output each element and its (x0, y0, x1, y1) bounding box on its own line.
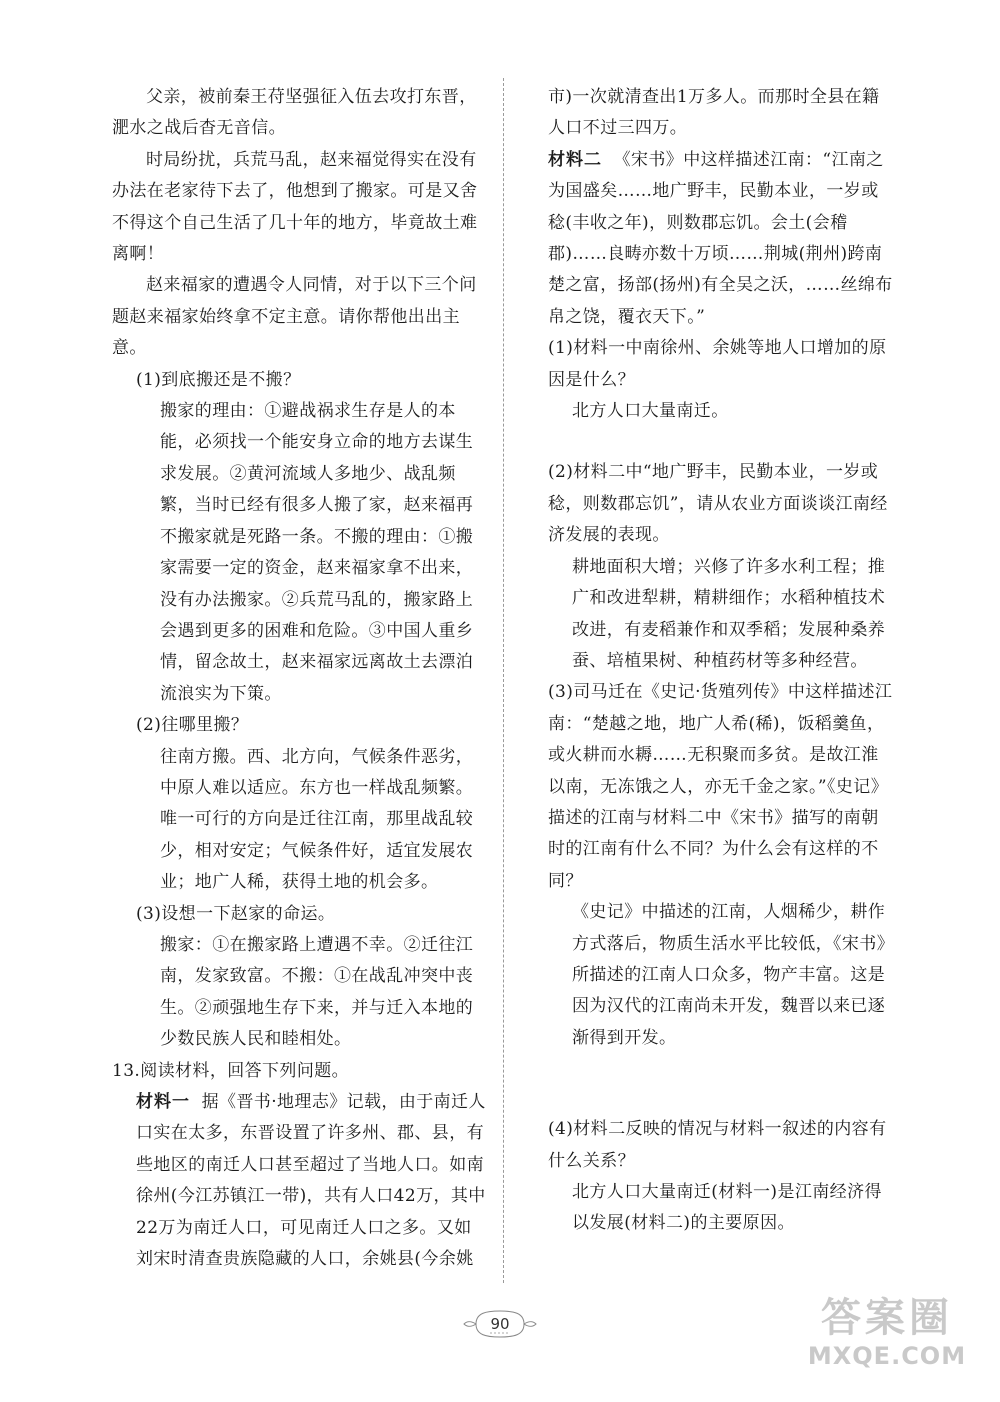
answer-13-1: 北方人口大量南迁。 (572, 401, 729, 422)
question-13-1: (1)材料一中南徐州、余姚等地人口增加的原因是什么？ (548, 338, 887, 390)
answer-space (548, 427, 894, 457)
left-column (112, 82, 486, 1275)
column-divider (503, 78, 504, 1283)
material-1-label: 材料一 (136, 1092, 190, 1112)
material-2 (548, 145, 894, 333)
question-13-4: (4)材料二反映的情况与材料一叙述的内容有什么关系？ (548, 1119, 887, 1171)
material-2-label: 材料二 (548, 149, 602, 170)
right-column (548, 82, 894, 1240)
question-2: (2)往哪里搬？ (136, 715, 249, 736)
answer-3: 搬家：①在搬家路上遭遇不幸。②迁往江南，发家致富。不搬：①在战乱冲突中丧生。②顽强地生存下来，并与迁入本地的少数民族人民和睦相处。 (160, 934, 474, 1050)
material-1-continued: 市)一次就清查出1万多人。而那时全县在籍人口不过三四万。 (548, 87, 880, 139)
page-number (462, 1305, 538, 1343)
story-paragraph: 赵来福家的遭遇令人同情，对于以下三个问题赵来福家始终拿不定主意。请你帮他出出主意。 (112, 275, 477, 359)
answer-2: 往南方搬。西、北方向，气候条件恶劣，中原人难以适应。东方也一样战乱频繁。唯一可行的方向是迁往江南，那里战乱较少，相对安定；气候条件好，适宜发展农业；地广人稀，获得土地的机会多。 (160, 746, 474, 893)
material-1-text: 据《晋书·地理志》记载，由于南迁人口实在太多，东晋设置了许多州、郡、县，有些地区的南迁人口甚至超过了当地人口。如南徐州(今江苏镇江一带)，共有人口42万，其中22万为南迁人口，可见南迁人口之多。又如刘宋时清查贵族隐藏的人口，余姚县(今余姚 (136, 1092, 486, 1270)
question-1: (1)到底搬还是不搬？ (136, 369, 301, 390)
answer-13-4: 北方人口大量南迁(材料一)是江南经济得以发展(材料二)的主要原因。 (572, 1182, 882, 1234)
answer-13-3: 《史记》中描述的江南，人烟稀少，耕作方式落后，物质生活水平比较低，《宋书》所描述的江南人口众多，物产丰富。这是因为汉代的江南尚未开发，魏晋以来已逐渐得到开发。 (572, 902, 886, 1048)
material-1 (112, 1087, 486, 1275)
story-paragraph: 时局纷扰，兵荒马乱，赵来福觉得实在没有办法在老家待下去了，他想到了搬家。可是又舍不得这个自己生活了几十年的地方，毕竟故土难离啊！ (112, 149, 478, 265)
question-13-heading: 13.阅读材料，回答下列问题。 (112, 1060, 350, 1081)
watermark (792, 1294, 982, 1384)
question-3: (3)设想一下赵家的命运。 (136, 903, 336, 924)
material-2-text: 《宋书》中这样描述江南：“江南之为国盛矣……地广野丰，民勤本业，一岁或稔(丰收之年)，则数郡忘饥。会土(会稽郡)……良畴亦数十万顷……荆城(荆州)跨南楚之富，扬部(扬州)有全吴之沃，……丝绵布帛之饶，覆衣天下。” (548, 149, 893, 327)
story-paragraph: 父亲，被前秦王苻坚强征入伍去攻打东晋，淝水之战后杳无音信。 (112, 87, 477, 139)
question-13-3: (3)司马迁在《史记·货殖列传》中这样描述江南：“楚越之地，地广人希(稀)，饭稻羹鱼，或火耕而水耨……无积聚而多贫。是故江淮以南，无冻饿之人，亦无千金之家。”《史记》描述的江南与材料二中《宋书》描写的南朝时的江南有什么不同？为什么会有这样的不同？ (548, 682, 893, 891)
answer-13-2: 耕地面积大增；兴修了许多水利工程；推广和改进犁耕，精耕细作；水稻种植技术改进，有麦稻兼作和双季稻；发展种桑养蚕、培植果树、种植药材等多种经营。 (572, 556, 886, 671)
question-13-2: (2)材料二中“地广野丰，民勤本业，一岁或稔，则数郡忘饥”，请从农业方面谈谈江南经济发展的表现。 (548, 462, 888, 546)
watermark-logo: 答案圈 (821, 1295, 953, 1341)
page-number-text: 90 (490, 1315, 510, 1333)
answer-space (548, 1054, 894, 1114)
watermark-site: MXQE.COM (807, 1342, 967, 1370)
answer-1: 搬家的理由：①避战祸求生存是人的本能，必须找一个能安身立命的地方去谋生求发展。②黄河流域人多地少、战乱频繁，当时已经有很多人搬了家，赵来福再不搬家就是死路一条。不搬的理由：①搬家需要一定的资金，赵来福家拿不出来，没有办法搬家。②兵荒马乱的，搬家路上会遇到更多的困难和危险。③中国人重乡情，留念故土，赵来福家远离故土去漂泊流浪实为下策。 (160, 401, 474, 704)
